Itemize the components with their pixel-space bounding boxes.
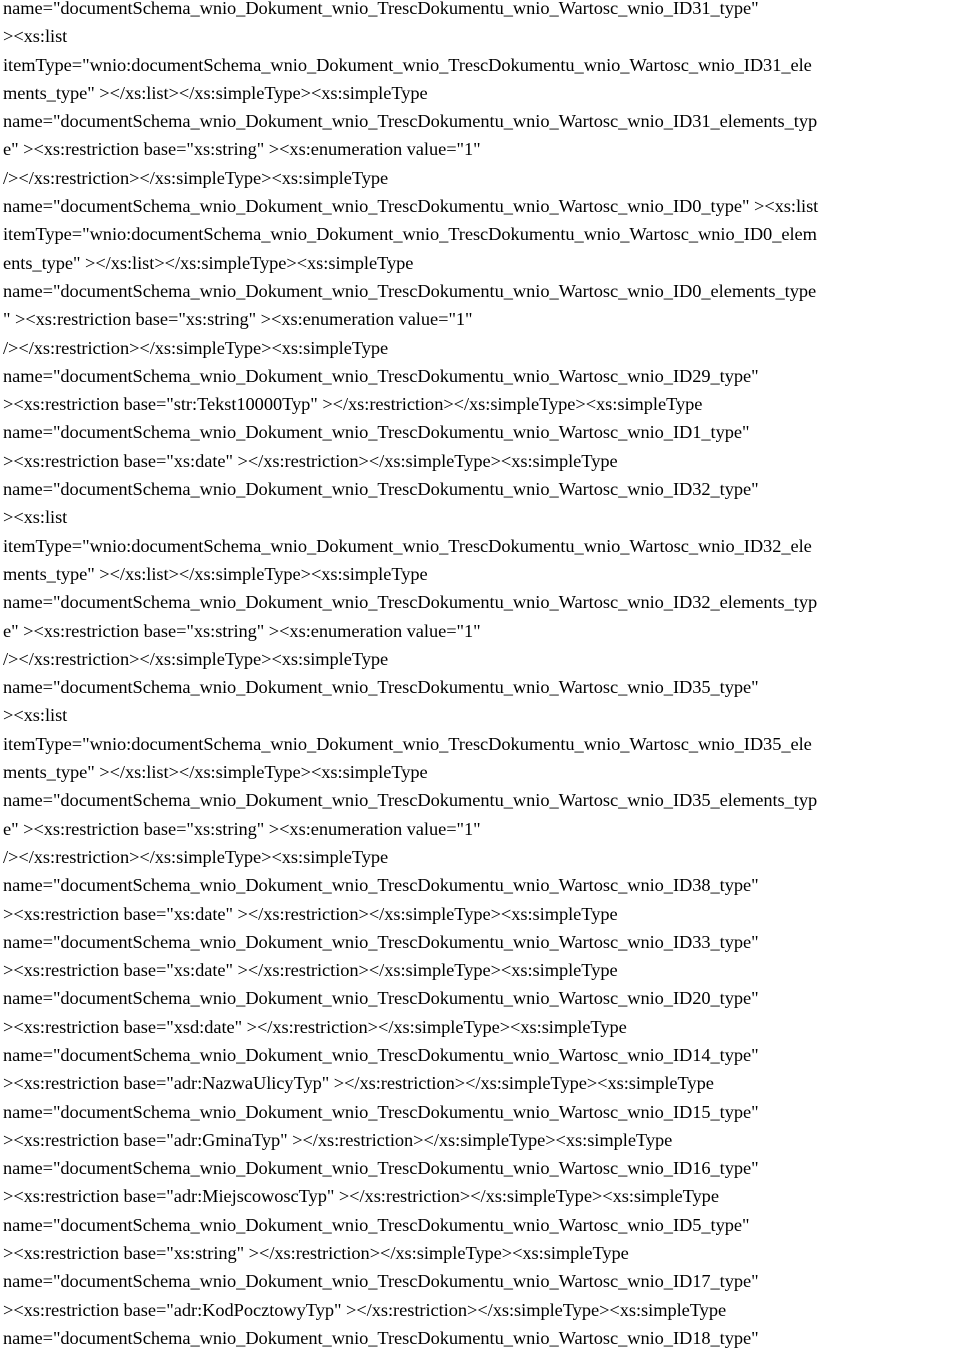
text-line: ments_type" ></xs:list></xs:simpleType><xs:simpleType bbox=[3, 563, 428, 584]
text-line: /></xs:restriction></xs:simpleType><xs:simpleType bbox=[3, 337, 389, 358]
text-line: ><xs:restriction base="str:Tekst10000Typ" ></xs:restriction></xs:simpleType><xs:simpleType bbox=[3, 394, 703, 415]
text-line: ><xs:restriction base="xs:date" ></xs:restriction></xs:simpleType><xs:simpleType bbox=[3, 960, 618, 981]
text-line: name="documentSchema_wnio_Dokument_wnio_TrescDokumentu_wnio_Wartosc_wnio_ID35_type" bbox=[3, 677, 759, 698]
text-line: ><xs:list bbox=[3, 507, 68, 528]
text-line: /></xs:restriction></xs:simpleType><xs:simpleType bbox=[3, 846, 389, 867]
text-line: name="documentSchema_wnio_Dokument_wnio_TrescDokumentu_wnio_Wartosc_wnio_ID15_type" bbox=[3, 1101, 759, 1122]
text-line: ><xs:restriction base="xs:date" ></xs:restriction></xs:simpleType><xs:simpleType bbox=[3, 903, 618, 924]
text-line: name="documentSchema_wnio_Dokument_wnio_TrescDokumentu_wnio_Wartosc_wnio_ID31_elements_typ bbox=[3, 111, 818, 132]
text-line: name="documentSchema_wnio_Dokument_wnio_TrescDokumentu_wnio_Wartosc_wnio_ID1_type" bbox=[3, 422, 750, 443]
text-line: name="documentSchema_wnio_Dokument_wnio_TrescDokumentu_wnio_Wartosc_wnio_ID16_type" bbox=[3, 1158, 759, 1179]
text-line: itemType="wnio:documentSchema_wnio_Dokument_wnio_TrescDokumentu_wnio_Wartosc_wnio_ID32_ele bbox=[3, 535, 812, 556]
text-line: name="documentSchema_wnio_Dokument_wnio_TrescDokumentu_wnio_Wartosc_wnio_ID0_elements_type bbox=[3, 280, 817, 301]
text-line: itemType="wnio:documentSchema_wnio_Dokument_wnio_TrescDokumentu_wnio_Wartosc_wnio_ID31_ele bbox=[3, 54, 812, 75]
text-line: name="documentSchema_wnio_Dokument_wnio_TrescDokumentu_wnio_Wartosc_wnio_ID17_type" bbox=[3, 1271, 759, 1292]
text-line: name="documentSchema_wnio_Dokument_wnio_TrescDokumentu_wnio_Wartosc_wnio_ID31_type" bbox=[3, 0, 759, 18]
text-line: name="documentSchema_wnio_Dokument_wnio_TrescDokumentu_wnio_Wartosc_wnio_ID5_type" bbox=[3, 1214, 750, 1235]
text-line: name="documentSchema_wnio_Dokument_wnio_TrescDokumentu_wnio_Wartosc_wnio_ID14_type" bbox=[3, 1044, 759, 1065]
text-line: name="documentSchema_wnio_Dokument_wnio_TrescDokumentu_wnio_Wartosc_wnio_ID20_type" bbox=[3, 988, 759, 1009]
text-line: ments_type" ></xs:list></xs:simpleType><xs:simpleType bbox=[3, 762, 428, 783]
text-line: ><xs:restriction base="xs:date" ></xs:restriction></xs:simpleType><xs:simpleType bbox=[3, 450, 618, 471]
text-line: name="documentSchema_wnio_Dokument_wnio_TrescDokumentu_wnio_Wartosc_wnio_ID18_type" bbox=[3, 1327, 759, 1348]
text-line: itemType="wnio:documentSchema_wnio_Dokument_wnio_TrescDokumentu_wnio_Wartosc_wnio_ID0_elem bbox=[3, 224, 817, 245]
text-line: ><xs:list bbox=[3, 705, 68, 726]
text-line: e" ><xs:restriction base="xs:string" ><xs:enumeration value="1" bbox=[3, 139, 481, 160]
text-line: name="documentSchema_wnio_Dokument_wnio_TrescDokumentu_wnio_Wartosc_wnio_ID29_type" bbox=[3, 365, 759, 386]
text-line: e" ><xs:restriction base="xs:string" ><xs:enumeration value="1" bbox=[3, 620, 481, 641]
text-line: ><xs:restriction base="adr:GminaTyp" ></xs:restriction></xs:simpleType><xs:simpleType bbox=[3, 1129, 673, 1150]
text-line: /></xs:restriction></xs:simpleType><xs:simpleType bbox=[3, 167, 389, 188]
text-line: ><xs:restriction base="adr:MiejscowoscTyp" ></xs:restriction></xs:simpleType><xs:simpleType bbox=[3, 1186, 719, 1207]
text-line: name="documentSchema_wnio_Dokument_wnio_TrescDokumentu_wnio_Wartosc_wnio_ID38_type" bbox=[3, 875, 759, 896]
text-line: name="documentSchema_wnio_Dokument_wnio_TrescDokumentu_wnio_Wartosc_wnio_ID33_type" bbox=[3, 931, 759, 952]
text-line: ><xs:restriction base="adr:KodPocztowyTyp" ></xs:restriction></xs:simpleType><xs:simpleType bbox=[3, 1299, 727, 1320]
text-line: /></xs:restriction></xs:simpleType><xs:simpleType bbox=[3, 648, 389, 669]
text-line: ><xs:restriction base="xsd:date" ></xs:restriction></xs:simpleType><xs:simpleType bbox=[3, 1016, 627, 1037]
text-line: name="documentSchema_wnio_Dokument_wnio_TrescDokumentu_wnio_Wartosc_wnio_ID35_elements_typ bbox=[3, 790, 818, 811]
text-line: ><xs:list bbox=[3, 26, 68, 47]
text-line: itemType="wnio:documentSchema_wnio_Dokument_wnio_TrescDokumentu_wnio_Wartosc_wnio_ID35_ele bbox=[3, 733, 812, 754]
text-line: ><xs:restriction base="adr:NazwaUlicyTyp" ></xs:restriction></xs:simpleType><xs:simpleType bbox=[3, 1073, 714, 1094]
text-line: name="documentSchema_wnio_Dokument_wnio_TrescDokumentu_wnio_Wartosc_wnio_ID32_elements_typ bbox=[3, 592, 818, 613]
text-line: " ><xs:restriction base="xs:string" ><xs:enumeration value="1" bbox=[3, 309, 473, 330]
text-line: ments_type" ></xs:list></xs:simpleType><xs:simpleType bbox=[3, 82, 428, 103]
text-line: ents_type" ></xs:list></xs:simpleType><xs:simpleType bbox=[3, 252, 414, 273]
text-line: e" ><xs:restriction base="xs:string" ><xs:enumeration value="1" bbox=[3, 818, 481, 839]
text-line: name="documentSchema_wnio_Dokument_wnio_TrescDokumentu_wnio_Wartosc_wnio_ID0_type" ><xs:list bbox=[3, 196, 819, 217]
text-line: ><xs:restriction base="xs:string" ></xs:restriction></xs:simpleType><xs:simpleType bbox=[3, 1243, 629, 1264]
text-line: name="documentSchema_wnio_Dokument_wnio_TrescDokumentu_wnio_Wartosc_wnio_ID32_type" bbox=[3, 479, 759, 500]
